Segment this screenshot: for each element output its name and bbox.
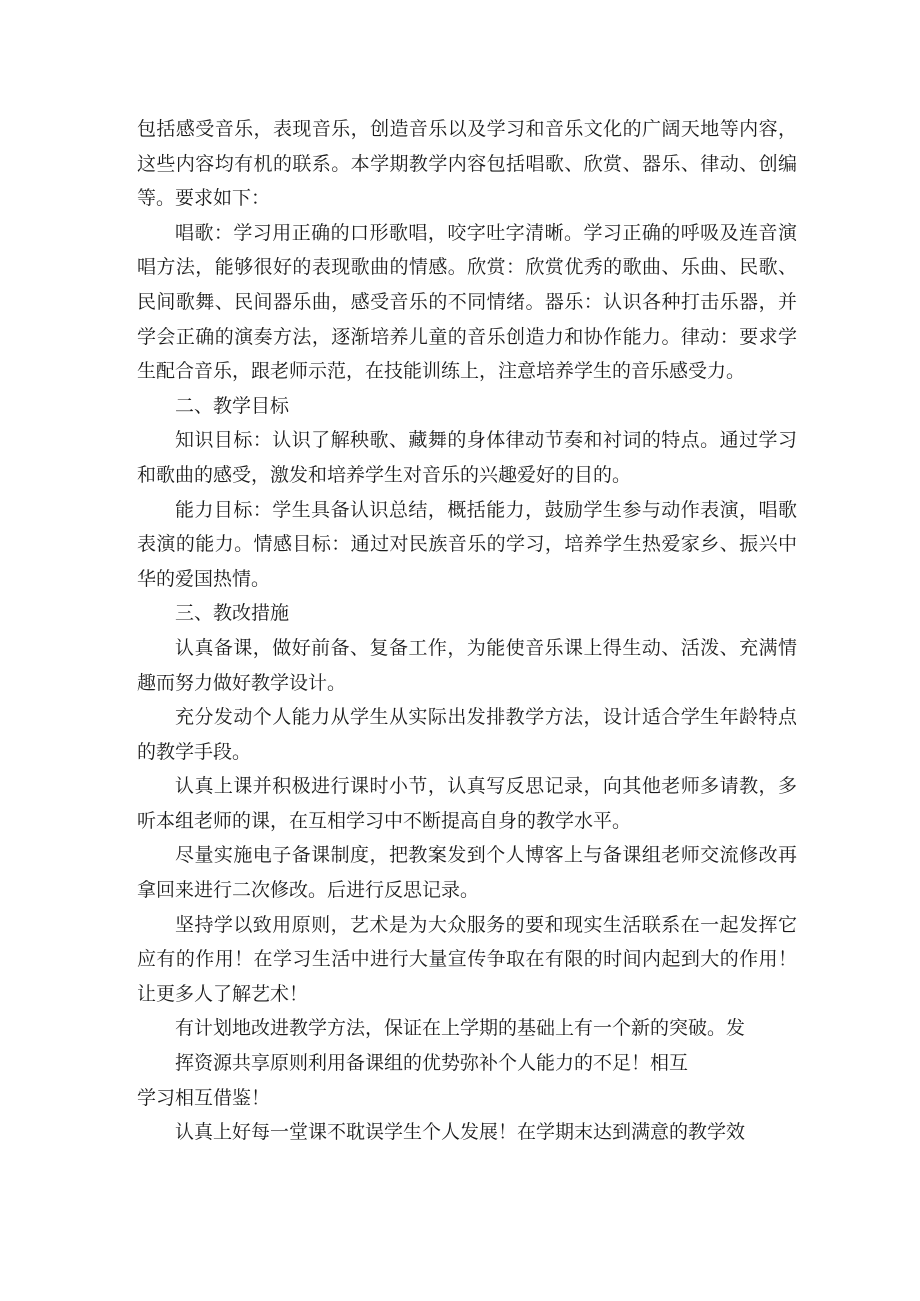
section-heading-teaching-goals: 二、教学目标 [175, 394, 290, 417]
document-body [137, 112, 797, 1150]
paragraph-measure-7b: 学习相互借鉴！ [137, 1086, 271, 1109]
section-heading-reform-measures: 三、教改措施 [175, 602, 290, 625]
paragraph-measure-2: 充分发动个人能力从学生从实际出发排教学方法，设计适合学生年龄特点的教学手段。 [137, 706, 797, 763]
paragraph-intro: 包括感受音乐，表现音乐，创造音乐以及学习和音乐文化的广阔天地等内容，这些内容均有机的联系。本学期教学内容包括唱歌、欣赏、器乐、律动、创编等。要求如下： [137, 118, 797, 210]
paragraph-knowledge-goal: 知识目标：认识了解秧歌、藏舞的身体律动节奏和衬词的特点。通过学习和歌曲的感受，激发和培养学生对音乐的兴趣爱好的目的。 [137, 429, 797, 486]
paragraph-measure-6: 有计划地改进教学方法，保证在上学期的基础上有一个新的突破。发 [175, 1017, 746, 1040]
paragraph-measure-7a: 挥资源共享原则利用备课组的优势弥补个人能力的不足！相互 [175, 1052, 689, 1075]
paragraph-measure-8: 认真上好每一堂课不耽误学生个人发展！在学期末达到满意的教学效 [175, 1121, 746, 1144]
paragraph-measure-4: 尽量实施电子备课制度，把教案发到个人博客上与备课组老师交流修改再拿回来进行二次修改。后进行反思记录。 [137, 844, 797, 902]
paragraph-ability-goal: 能力目标：学生具备认识总结，概括能力，鼓励学生参与动作表演，唱歌表演的能力。情感目标：通过对民族音乐的学习，培养学生热爱家乡、振兴中华的爱国热情。 [137, 498, 797, 590]
paragraph-measure-1: 认真备课，做好前备、复备工作，为能使音乐课上得生动、活泼、充满情趣而努力做好教学设计。 [137, 636, 797, 694]
paragraph-measure-5: 坚持学以致用原则，艺术是为大众服务的要和现实生活联系在一起发挥它应有的作用！在学习生活中进行大量宣传争取在有限的时间内起到大的作用！让更多人了解艺术！ [137, 913, 797, 1005]
paragraph-measure-3: 认真上课并积极进行课时小节，认真写反思记录，向其他老师多请教，多听本组老师的课，在互相学习中不断提高自身的教学水平。 [137, 775, 797, 832]
paragraph-requirements: 唱歌：学习用正确的口形歌唱，咬字吐字清晰。学习正确的呼吸及连音演唱方法，能够很好的表现歌曲的情感。欣赏：欣赏优秀的歌曲、乐曲、民歌、民间歌舞、民间器乐曲，感受音乐的不同情绪。器乐：认识各种打击乐器，并学会正确的演奏方法，逐渐培养儿童的音乐创造力和协作能力。律动：要求学生配合音乐，跟老师示范，在技能训练上，注意培养学生的音乐感受力。 [137, 221, 797, 383]
